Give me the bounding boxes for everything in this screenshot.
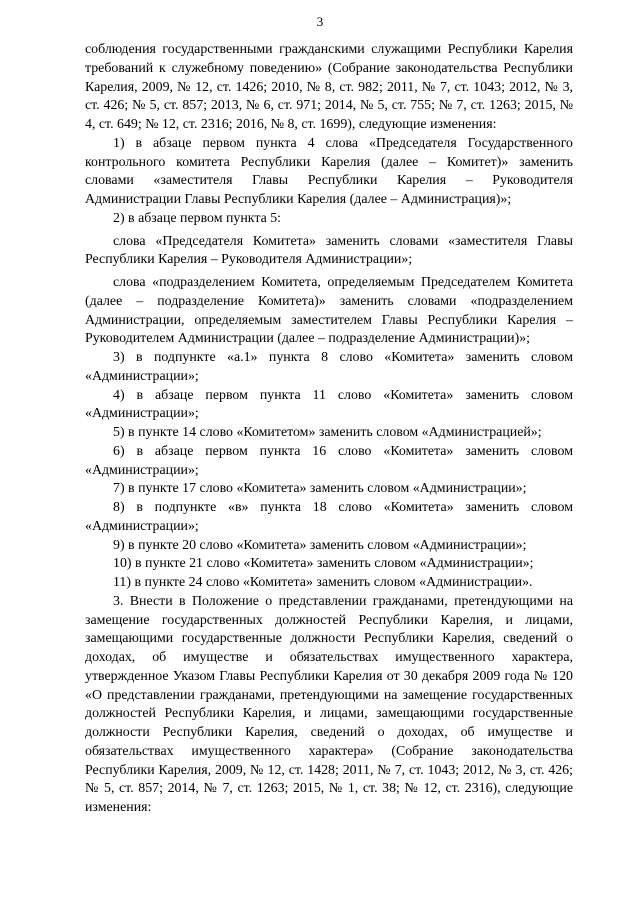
paragraph-section-3: 3. Внести в Положение о представлении гражданами, претендующими на замещение государственных должностей Республики Карелия, и лицами, замещающими государственные должности Республики Карелия, сведений о доходах, об имуществе и обязательствах имущественного характера, утвержденное Указом Главы Республики Карелия от 30 декабря 2009 года № 120 «О представлении гражданами, претендующими на замещение государственных должностей Республики Карелия, и лицами, замещающими государственные должности Республики Карелия, сведений о доходах, об имуществе и обязательствах имущественного характера» (Собрание законодательства Республики Карелия, 2009, № 12, ст. 1428; 2011, № 7, ст. 1043; 2012, № 3, ст. 426; № 5, ст. 857; 2014, № 7, ст. 1263; 2015, № 1, ст. 38; № 12, ст. 2316), следующие изменения: [85, 593, 573, 815]
paragraph-item-3: 3) в подпункте «а.1» пункта 8 слово «Комитета» заменить словом «Администрации»; [85, 350, 573, 384]
paragraph-item-1: 1) в абзаце первом пункта 4 слова «Председателя Государственного контрольного комитета Республики Карелия (далее – Комитет)» заменить словами «заместителя Главы Республики Карелия – Руководителя Администрации Главы Республики Карелия (далее – Администрация)»; [85, 135, 573, 207]
paragraph-item-5: 5) в пункте 14 слово «Комитетом» заменить словом «Администрацией»; [113, 425, 542, 440]
paragraph-item-6: 6) в абзаце первом пункта 16 слово «Комитета» заменить словом «Администрации»; [85, 443, 573, 478]
paragraph-item-7: 7) в пункте 17 слово «Комитета» заменить словом «Администрации»; [113, 481, 527, 497]
paragraph-continuation: соблюдения государственными гражданскими служащими Республики Карелия требований к служебному поведению» (Собрание законодательства Республики Карелия, 2009, № 12, ст. 1426; 2010, № 8, ст. 982; 2011, № 7, ст. 1043; 2012, № 3, ст. 426; № 5, ст. 857; 2013, № 6, ст. 971; 2014, № 5, ст. 755; № 7, ст. 1263; 2015, № 4, ст. 649; № 12, ст. 2316; 2016, № 8, ст. 1699), следующие изменения: [85, 42, 573, 132]
paragraph-item-8: 8) в подпункте «в» пункта 18 слово «Комитета» заменить словом «Администрации»; [85, 500, 573, 534]
paragraph-item-2-words-a: слова «Председателя Комитета» заменить словами «заместителя Главы Республики Карелия – Руководителя Администрации»; [85, 233, 573, 268]
paragraph-item-4: 4) в абзаце первом пункта 11 слово «Комитета» заменить словом «Администрации»; [85, 387, 573, 422]
paragraph-item-11: 11) в пункте 24 слово «Комитета» заменить словом «Администрации». [113, 575, 533, 590]
paragraph-item-2: 2) в абзаце первом пункта 5: [113, 210, 282, 226]
page-number: 3 [316, 14, 324, 29]
paragraph-item-9: 9) в пункте 20 слово «Комитета» заменить словом «Администрации»; [113, 537, 527, 553]
paragraph-item-10: 10) в пункте 21 слово «Комитета» заменить словом «Администрации»; [113, 556, 534, 572]
paragraph-item-2-words-b: слова «подразделением Комитета, определяемым Председателем Комитета (далее – подразделение Комитета)» заменить словами «подразделением Администрации, определяемым заместителем Главы Республики Карелия – Руководителем Администрации (далее – подразделение Администрации)»; [85, 275, 573, 347]
document-body [85, 41, 573, 818]
